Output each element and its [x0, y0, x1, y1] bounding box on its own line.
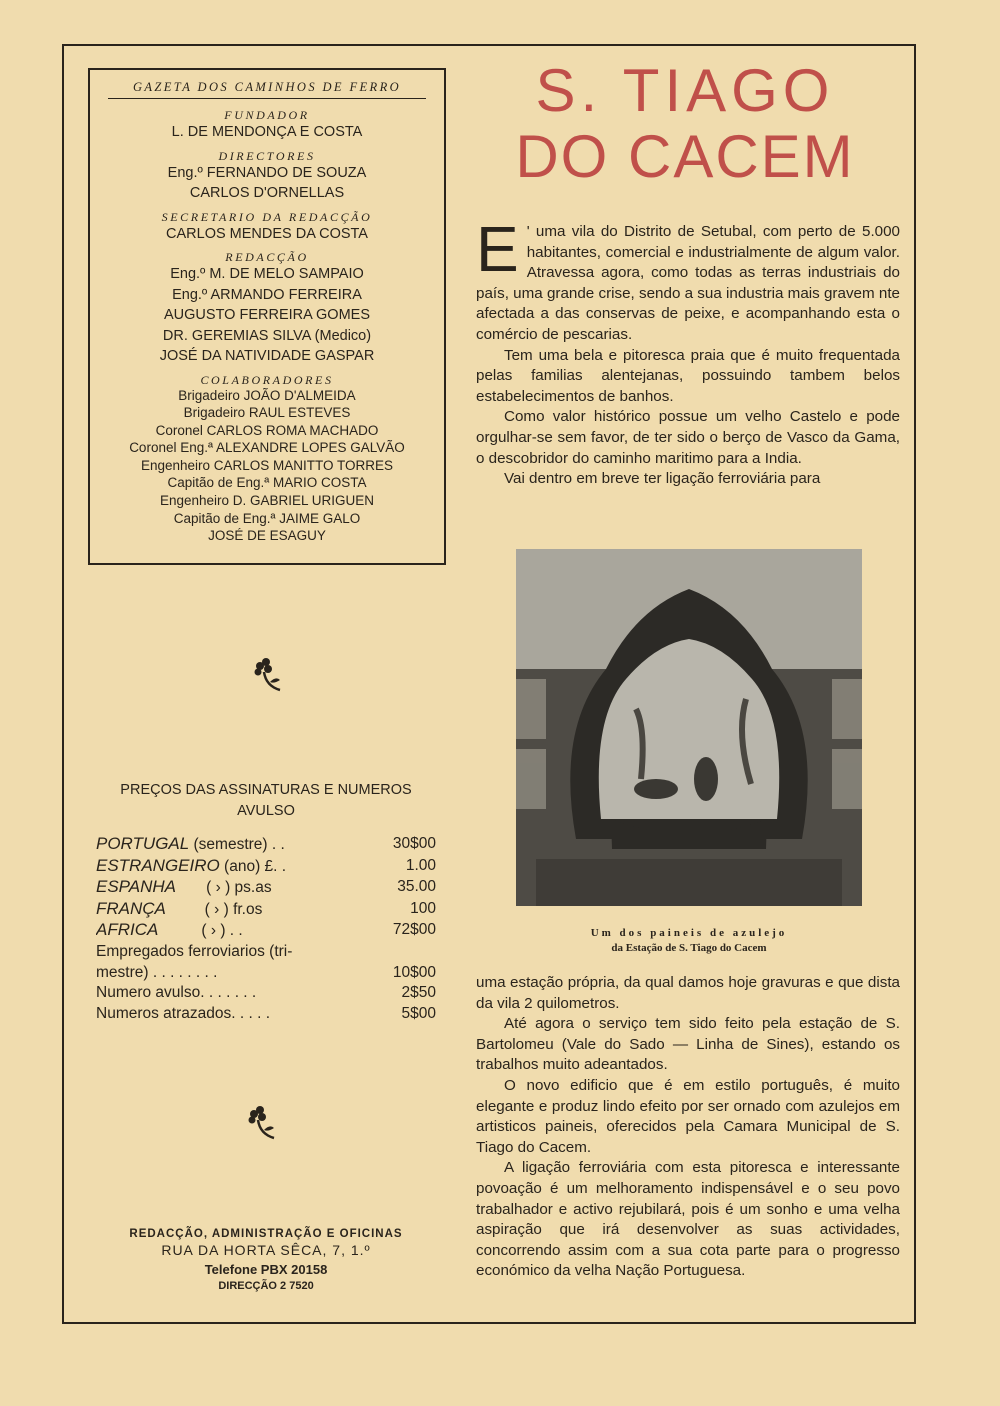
paragraph: ' uma vila do Distrito de Setubal, com perto de 5.000 habitantes, comercial e industrialmente de algum valor. Atravessa agora, como todas as terras industriais do país, uma grande crise, sendo a sua industria mais gravem nte afectada a das conservas de peixe, e acompanhando esta o comércio de pescarias.	[476, 223, 900, 343]
collaborator-name: Coronel Eng.ª ALEXANDRE LOPES GALVÃO	[129, 440, 405, 456]
collaborators-label: COLABORADORES	[200, 372, 334, 387]
price-label: Numeros atrazados. . . . .	[96, 1004, 271, 1022]
address-block	[96, 1228, 436, 1292]
title-line: S. TIAGO	[535, 57, 835, 124]
price-label: ( › ) ps.as	[176, 879, 272, 897]
paragraph: O novo edificio que é em estilo português, é muito elegante e produz lindo efeito por ser ornado com azulejos em artisticos paineis, oferecidos pela Camara Municipal de S. Tiago do Cacem.	[476, 1076, 900, 1156]
editorial-label: REDACÇÃO	[225, 250, 309, 264]
price-row	[96, 834, 436, 856]
collaborator-name: Engenheiro CARLOS MANITTO TORRES	[140, 457, 394, 473]
price-row	[96, 856, 436, 878]
price-label: (ano) £. .	[219, 857, 287, 875]
collaborator-name: Brigadeiro RAUL ESTEVES	[183, 405, 351, 421]
price-value: 2$50	[401, 984, 436, 1002]
editor-name: AUGUSTO FERREIRA GOMES	[164, 307, 370, 323]
photo-caption	[516, 926, 862, 956]
paragraph: Tem uma bela e pitoresca praia que é muito frequentada pelas familias alentejanas, possuindo tambem belos estabelecimentos de banhos.	[476, 346, 900, 405]
collaborator-name: Engenheiro D. GABRIEL URIGUEN	[159, 493, 375, 509]
price-label: (semestre) . .	[189, 836, 285, 853]
price-value: 35.00	[397, 878, 436, 896]
azulejo-panel-photo	[516, 549, 862, 906]
paragraph: Como valor histórico possue um velho Castelo e pode orgulhar-se sem favor, de ter sido o berço de Vasco da Gama, o descobridor do caminho maritimo para a India.	[476, 408, 900, 467]
price-region: ESTRANGEIRO	[96, 855, 220, 875]
price-row	[96, 899, 436, 921]
director-name: CARLOS D'ORNELLAS	[189, 185, 345, 201]
price-value: 5$00	[401, 1004, 436, 1022]
address-street: RUA DA HORTA SÊCA, 7, 1.º	[161, 1242, 371, 1258]
founder-name: L. DE MENDONÇA E COSTA	[171, 124, 363, 140]
price-label: Empregados ferroviarios (tri-	[96, 942, 293, 960]
price-region: FRANÇA	[96, 898, 166, 918]
paragraph: Vai dentro em breve ter ligação ferroviária para	[504, 470, 821, 488]
price-value: 1.00	[405, 856, 436, 874]
collaborator-name: Capitão de Eng.ª JAIME GALO	[173, 510, 361, 526]
caption-line: Um dos paineis de azulejo	[590, 927, 788, 939]
drop-cap: E	[476, 213, 519, 285]
caption-line: da Estação de S. Tiago do Cacem	[611, 942, 767, 954]
price-label: Numero avulso. . . . . . .	[96, 984, 257, 1002]
editor-name: DR. GEREMIAS SILVA (Medico)	[162, 327, 372, 344]
price-label: mestre) . . . . . . . .	[96, 963, 218, 981]
price-value: 30$00	[392, 835, 436, 852]
price-row	[96, 983, 436, 1004]
price-row	[96, 877, 436, 899]
flower-ornament-icon	[244, 1104, 284, 1150]
price-label: ( › ) . .	[158, 922, 243, 940]
collaborator-name: Capitão de Eng.ª MARIO COSTA	[167, 475, 367, 491]
secretary-name: CARLOS MENDES DA COSTA	[166, 225, 368, 242]
collaborator-name: JOSÉ DE ESAGUY	[208, 528, 326, 544]
flower-ornament-icon	[250, 656, 290, 702]
editor-name: Eng.º M. DE MELO SAMPAIO	[170, 266, 364, 282]
director-name: Eng.º FERNANDO DE SOUZA	[167, 164, 367, 181]
prices-heading: PREÇOS DAS ASSINATURAS E NUMEROS AVULSO	[120, 782, 412, 819]
gazette-name: GAZETA DOS CAMINHOS DE FERRO	[108, 80, 426, 99]
price-value: 100	[410, 899, 436, 917]
collaborator-name: Coronel CARLOS ROMA MACHADO	[155, 422, 379, 438]
article-body-bottom	[476, 973, 900, 1282]
price-value: 72$00	[392, 921, 436, 939]
founder-label: FUNDADOR	[224, 108, 310, 122]
price-row	[96, 963, 436, 984]
paragraph: Até agora o serviço tem sido feito pela estação de S. Bartolomeu (Vale do Sado — Linha de Sines), estando os trabalhos muito adeantados.	[476, 1015, 900, 1074]
phone-number: Telefone PBX 20158	[204, 1262, 328, 1277]
article-title	[470, 58, 900, 190]
title-line: DO CACEM	[515, 123, 855, 190]
price-region: ESPANHA	[96, 877, 176, 897]
price-region: AFRICA	[96, 920, 159, 940]
price-region: PORTUGAL	[96, 834, 190, 853]
subscription-prices	[96, 780, 436, 1024]
paragraph: uma estação própria, da qual damos hoje gravuras e que dista da vila 2 quilometros.	[476, 974, 900, 1012]
secretary-label: SECRETARIO DA REDACÇÃO	[161, 209, 373, 224]
masthead-box	[88, 68, 446, 565]
price-row	[96, 920, 436, 942]
price-row	[96, 1004, 436, 1025]
price-label: ( › ) fr.os	[165, 900, 263, 918]
article-body-top	[476, 213, 900, 490]
address-line: REDACÇÃO, ADMINISTRAÇÃO E OFICINAS	[129, 1228, 403, 1240]
direction-number: DIRECÇÃO 2 7520	[218, 1280, 314, 1292]
price-value: 10$00	[392, 963, 436, 981]
directors-label: DIRECTORES	[218, 148, 316, 163]
collaborator-name: Brigadeiro JOÃO D'ALMEIDA	[178, 387, 356, 403]
price-row	[96, 942, 436, 963]
price-value	[366, 942, 436, 963]
editor-name: Eng.º ARMANDO FERREIRA	[172, 286, 362, 303]
editor-name: JOSÉ DA NATIVIDADE GASPAR	[159, 348, 375, 364]
paragraph: A ligação ferroviária com esta pitoresca e interessante povoação é um melhoramento indispensável e o seu povo trabalhador e activo rejubilará, pois é um sonho e uma velha aspiração que irá desenvolver as suas actividades, concorrendo assim com a sua cota parte para o progresso económico da velha Nação Portuguesa.	[476, 1159, 900, 1280]
